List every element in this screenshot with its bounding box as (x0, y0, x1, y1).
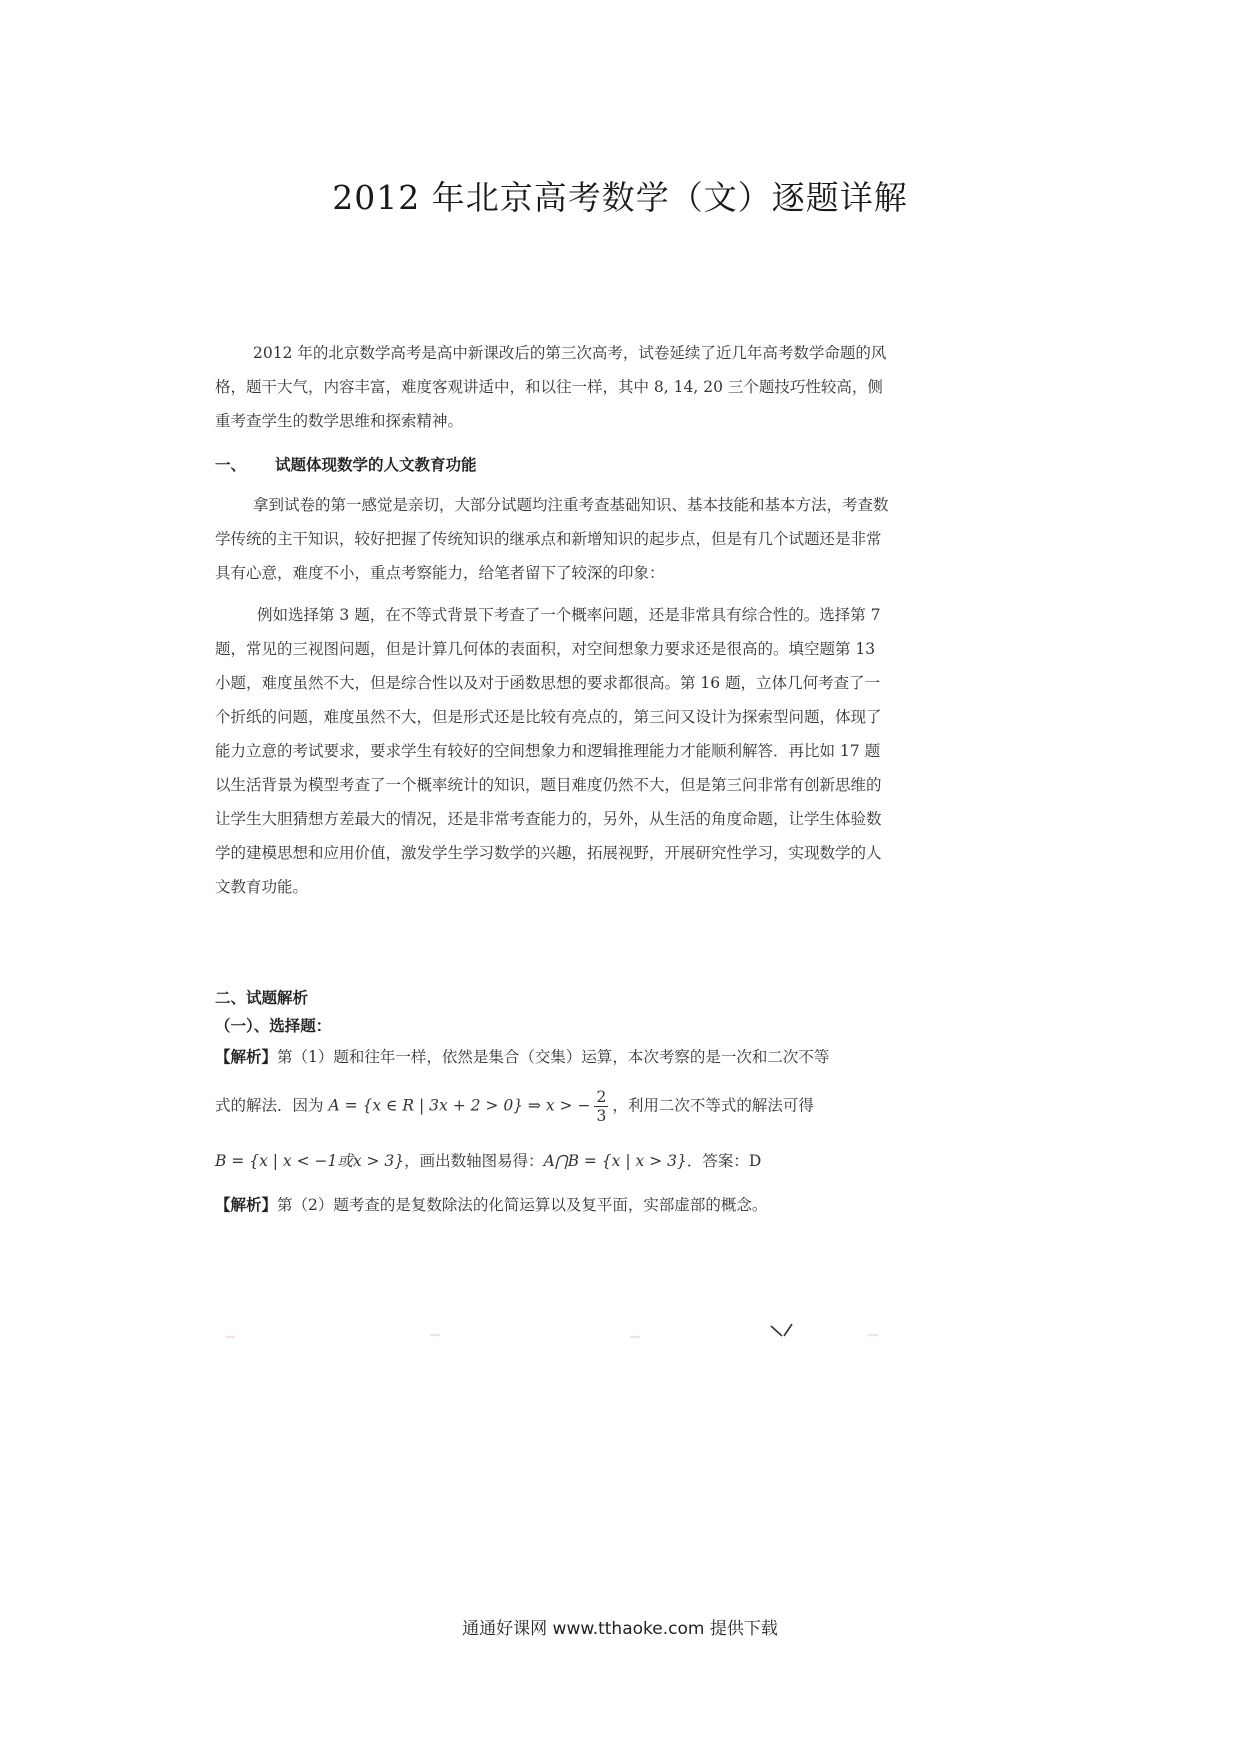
scan-speck (868, 1334, 878, 1336)
footer-watermark: 通通好课网 www.tthaoke.com 提供下载 (462, 1619, 778, 1639)
math-expression: A⋂B = {x | x > 3} (543, 1152, 687, 1170)
fraction (594, 1088, 608, 1125)
section-heading-text: 试题体现数学的人文教育功能 (275, 455, 477, 474)
math-expression: A = {x ∈ R | 3x + 2 > 0} ⇒ x > − (328, 1096, 591, 1115)
scan-speck (225, 1336, 235, 1338)
subsection-heading: （一）、选择题： (215, 1016, 332, 1035)
intro-paragraph: 2012 年的北京数学高考是高中新课改后的第三次高考，试卷延续了近几年高考数学命题的风格，题干大气，内容丰富，难度客观讲适中，和以往一样，其中 8, 14, 20 三个题技巧性较高，侧重考查学生的数学思维和探索精神。 (215, 344, 887, 430)
scan-speck (630, 1336, 640, 1338)
analysis-answer: ．答案：D (686, 1152, 762, 1170)
analysis-1-line-2 (215, 1088, 905, 1125)
analysis-text: 式的解法．因为 (215, 1096, 324, 1115)
page-title: 2012 年北京高考数学（文）逐题详解 (332, 178, 908, 217)
analysis-1-line-1 (215, 1042, 905, 1072)
analysis-text: ，画出数轴图易得： (404, 1152, 544, 1170)
analysis-text: ，利用二次不等式的解法可得 (612, 1096, 814, 1115)
section-heading-1 (215, 453, 477, 475)
section1-paragraph-2: 例如选择第 3 题，在不等式背景下考查了一个概率问题，还是非常具有综合性的。选择第 7 题，常见的三视图问题，但是计算几何体的表面积，对空间想象力要求还是很高的。填空题第 13 小题，难度虽然不大，但是综合性以及对于函数思想的要求都很高。第 16 题，立体几何考查了一个折纸的问题，难度虽然不大，但是形式还是比较有亮点的，第三问又设计为探索型问题，体现了能力立意的考试要求，要求学生有较好的空间想象力和逻辑推理能力才能顺利解答．再比如 17 题以生活背景为模型考查了一个概率统计的知识，题目难度仍然不大，但是第三问非常有创新思维的让学生大胆猜想方差最大的情况，还是非常考查能力的，另外，从生活的角度命题，让学生体验数学的建模思想和应用价值，激发学生学习数学的兴趣，拓展视野，开展研究性学习，实现数学的人文教育功能。 (215, 606, 882, 896)
section-heading-2: 二、试题解析 (215, 988, 309, 1007)
analysis-text: 第（1）题和往年一样，依然是集合（交集）运算，本次考察的是一次和二次不等 (277, 1048, 830, 1066)
fraction-numerator: 2 (596, 1088, 607, 1106)
fraction-denominator: 3 (596, 1107, 607, 1125)
section1-paragraph-1: 拿到试卷的第一感觉是亲切，大部分试题均注重考查基础知识、基本技能和基本方法，考查数学传统的主干知识，较好把握了传统知识的继承点和新增知识的起步点，但是有几个试题还是非常具有心意，难度不小，重点考察能力，给笔者留下了较深的印象： (215, 496, 889, 582)
scan-speck (430, 1334, 440, 1336)
math-expression: B = {x | x < −1或x > 3} (215, 1152, 405, 1170)
analysis-text: 第（2）题考查的是复数除法的化简运算以及复平面，实部虚部的概念。 (277, 1196, 768, 1214)
analysis-tag: 【解析】 (215, 1195, 278, 1214)
analysis-1-line-3 (215, 1146, 905, 1176)
analysis-tag: 【解析】 (215, 1047, 278, 1066)
section-number: 一、 (215, 455, 247, 474)
scribble-mark (770, 1322, 804, 1342)
analysis-2 (215, 1190, 905, 1220)
